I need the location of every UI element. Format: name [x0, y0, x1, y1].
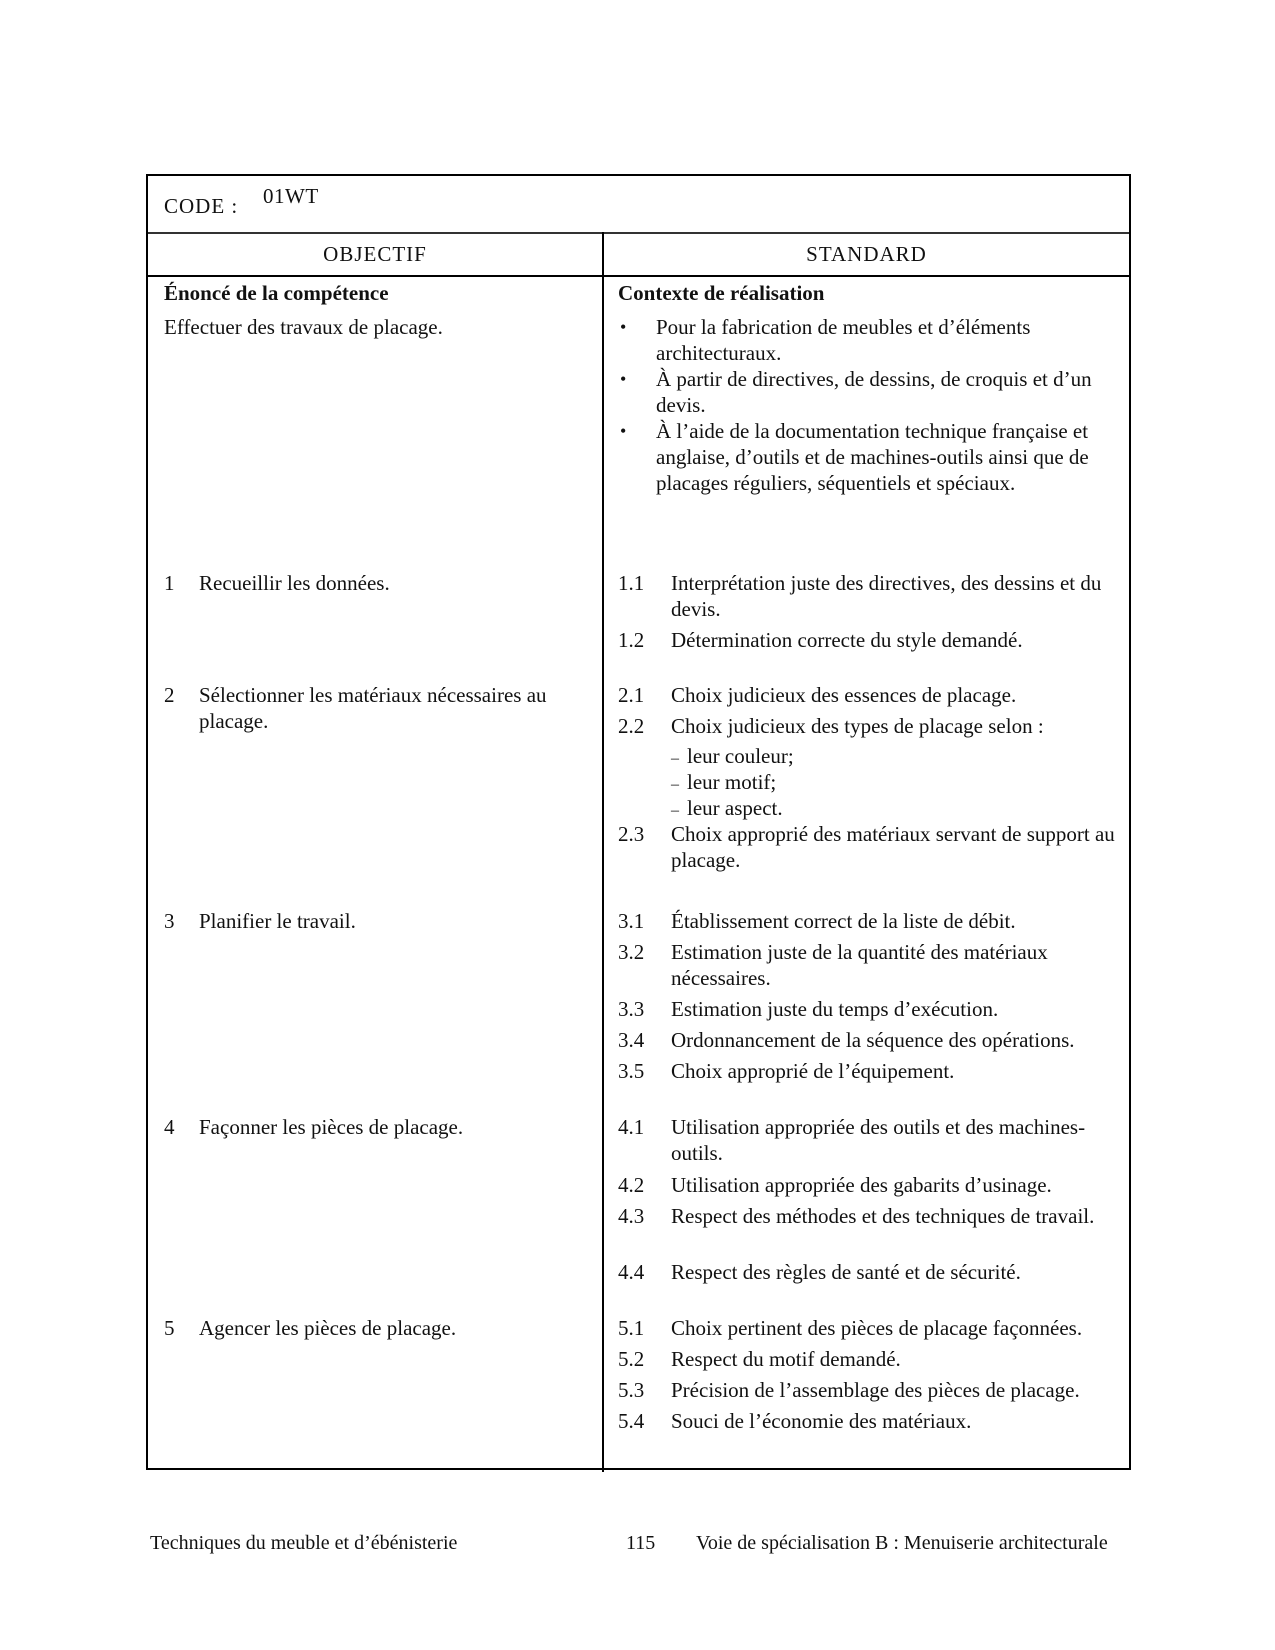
contexte-bullet — [618, 366, 1118, 418]
criterion-item — [618, 1058, 1118, 1084]
criterion-number: 2.2 — [618, 714, 645, 738]
header-objectif: OBJECTIF — [323, 242, 427, 266]
criterion-number: 4.2 — [618, 1173, 645, 1197]
criterion-text: Choix approprié des matériaux servant de support au placage. — [671, 822, 1115, 872]
sub-criterion — [671, 769, 776, 798]
criterion-number: 5.1 — [618, 1316, 645, 1340]
criterion-item — [618, 1203, 1118, 1229]
element-item — [164, 682, 589, 734]
element-number: 5 — [164, 1316, 175, 1340]
bullet-icon: • — [620, 421, 627, 441]
criterion-number: 3.1 — [618, 909, 645, 933]
criterion-text: Établissement correct de la liste de débit. — [671, 909, 1016, 933]
criterion-number: 5.4 — [618, 1409, 645, 1433]
criterion-item — [618, 627, 1118, 653]
criterion-number: 3.3 — [618, 997, 645, 1021]
element-number: 2 — [164, 683, 175, 707]
criterion-item — [618, 1408, 1118, 1434]
criterion-item — [618, 1172, 1118, 1198]
element-text: Recueillir les données. — [199, 571, 390, 595]
bullet-icon: • — [620, 317, 627, 337]
criterion-text: Respect des règles de santé et de sécurité. — [671, 1260, 1021, 1284]
dash-icon: – — [671, 802, 679, 819]
criterion-item — [618, 908, 1118, 934]
criterion-item — [618, 996, 1118, 1022]
criterion-text: Choix judicieux des essences de placage. — [671, 683, 1017, 707]
bullet-text: À partir de directives, de dessins, de croquis et d’un devis. — [656, 367, 1092, 417]
code-label: CODE : — [164, 194, 239, 218]
element-number: 1 — [164, 571, 175, 595]
column-header-row — [148, 232, 1129, 277]
criterion-item — [618, 1114, 1118, 1166]
column-divider — [602, 232, 604, 1472]
criterion-number: 1.2 — [618, 628, 645, 652]
criterion-item — [618, 939, 1118, 991]
criterion-text: Estimation juste du temps d’exécution. — [671, 997, 999, 1021]
header-standard: STANDARD — [806, 242, 927, 266]
criterion-item — [618, 570, 1118, 622]
contexte-bullet — [618, 418, 1118, 496]
criterion-item — [618, 682, 1118, 708]
dash-icon: – — [671, 776, 679, 793]
criterion-item — [618, 1346, 1118, 1372]
criterion-text: Respect du motif demandé. — [671, 1347, 901, 1371]
element-text: Façonner les pièces de placage. — [199, 1115, 464, 1139]
criterion-text: Choix pertinent des pièces de placage façonnées. — [671, 1316, 1083, 1340]
competency-table — [146, 174, 1131, 1470]
element-item — [164, 908, 589, 934]
criterion-number: 4.1 — [618, 1115, 645, 1139]
criterion-item — [618, 821, 1118, 873]
element-number: 3 — [164, 909, 175, 933]
footer-program-title: Techniques du meuble et d’ébénisterie — [150, 1532, 458, 1554]
bullet-text: À l’aide de la documentation technique française et anglaise, d’outils et de machines-outils ainsi que de placages réguliers, séquentiels et spéciaux. — [656, 419, 1089, 495]
footer-page-number: 115 — [626, 1532, 656, 1554]
criterion-text: Choix approprié de l’équipement. — [671, 1059, 955, 1083]
criterion-number: 5.2 — [618, 1347, 645, 1371]
criterion-text: Respect des méthodes et des techniques de travail. — [671, 1204, 1095, 1228]
criterion-number: 4.3 — [618, 1204, 645, 1228]
contexte-bullet — [618, 314, 1118, 366]
criterion-text: Souci de l’économie des matériaux. — [671, 1409, 972, 1433]
code-row — [148, 176, 1129, 234]
sub-criterion-text: leur aspect. — [687, 796, 783, 820]
footer-specialization: Voie de spécialisation B : Menuiserie architecturale — [696, 1532, 1108, 1554]
criterion-text: Choix judicieux des types de placage selon : — [671, 714, 1044, 738]
code-value: 01WT — [263, 184, 319, 208]
criterion-text: Estimation juste de la quantité des matériaux nécessaires. — [671, 940, 1048, 990]
criterion-item — [618, 1315, 1118, 1341]
criterion-item — [618, 713, 1118, 739]
element-text: Planifier le travail. — [199, 909, 356, 933]
criterion-number: 4.4 — [618, 1260, 645, 1284]
criterion-text: Utilisation appropriée des outils et des machines-outils. — [671, 1115, 1086, 1165]
criterion-text: Détermination correcte du style demandé. — [671, 628, 1023, 652]
sub-criterion — [671, 795, 783, 824]
criterion-text: Précision de l’assemblage des pièces de placage. — [671, 1378, 1080, 1402]
sub-criterion-text: leur couleur; — [687, 744, 794, 768]
element-number: 4 — [164, 1115, 175, 1139]
criterion-number: 5.3 — [618, 1378, 645, 1402]
criterion-number: 3.4 — [618, 1028, 645, 1052]
criterion-item — [618, 1259, 1118, 1285]
criterion-item — [618, 1027, 1118, 1053]
bullet-icon: • — [620, 369, 627, 389]
criterion-text: Interprétation juste des directives, des dessins et du devis. — [671, 571, 1102, 621]
element-text: Agencer les pièces de placage. — [199, 1316, 457, 1340]
bullet-text: Pour la fabrication de meubles et d’éléments architecturaux. — [656, 315, 1031, 365]
enonce-heading: Énoncé de la compétence — [164, 281, 389, 305]
criterion-number: 3.2 — [618, 940, 645, 964]
sub-criterion — [671, 743, 794, 772]
dash-icon: – — [671, 750, 679, 767]
criterion-number: 2.1 — [618, 683, 645, 707]
criterion-number: 3.5 — [618, 1059, 645, 1083]
element-item — [164, 1315, 589, 1341]
criterion-item — [618, 1377, 1118, 1403]
contexte-heading: Contexte de réalisation — [618, 281, 825, 305]
criterion-number: 1.1 — [618, 571, 645, 595]
enonce-text: Effectuer des travaux de placage. — [164, 315, 443, 339]
criterion-text: Utilisation appropriée des gabarits d’usinage. — [671, 1173, 1052, 1197]
element-text: Sélectionner les matériaux nécessaires au placage. — [199, 683, 547, 733]
criterion-number: 2.3 — [618, 822, 645, 846]
element-item — [164, 570, 589, 596]
element-item — [164, 1114, 589, 1140]
criterion-text: Ordonnancement de la séquence des opérations. — [671, 1028, 1075, 1052]
sub-criterion-text: leur motif; — [687, 770, 777, 794]
